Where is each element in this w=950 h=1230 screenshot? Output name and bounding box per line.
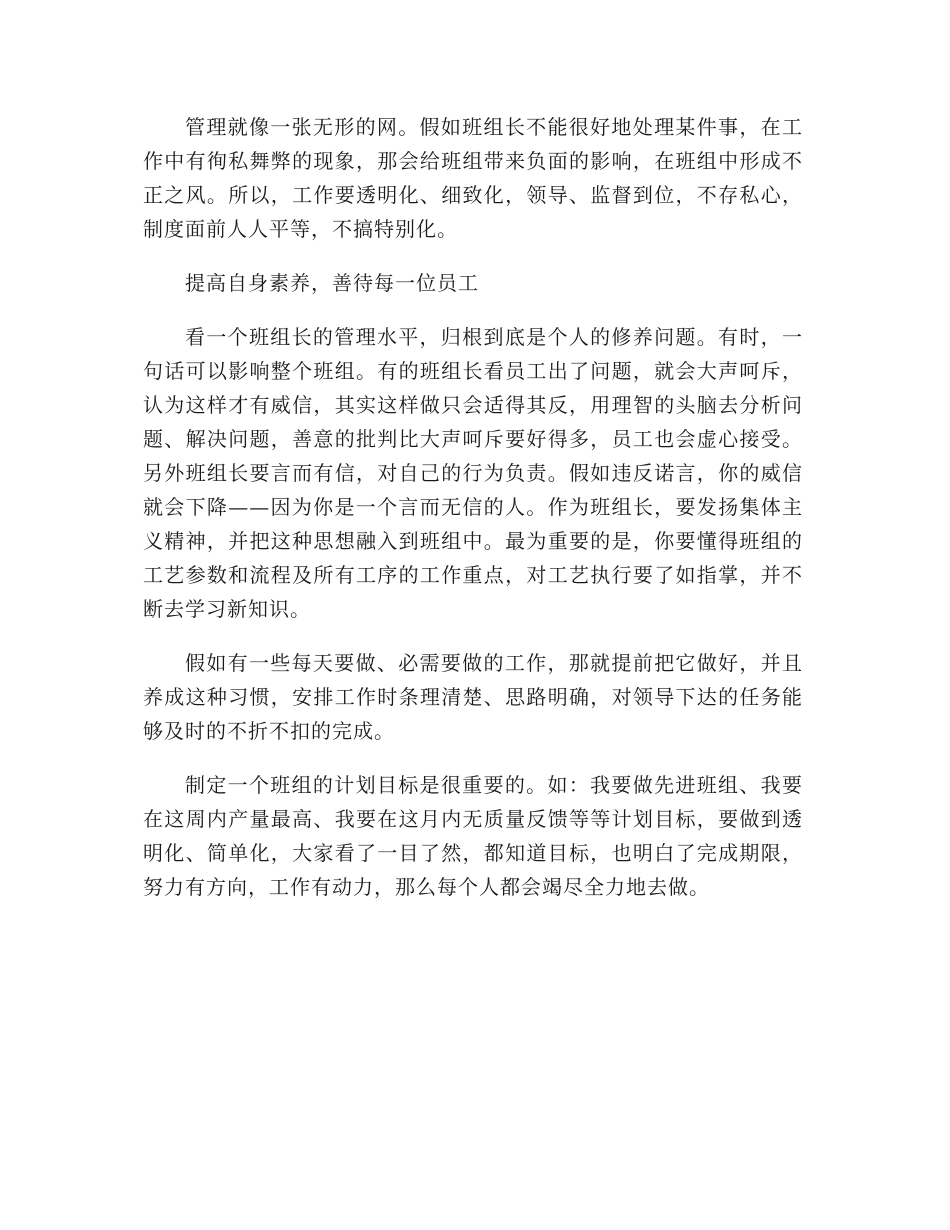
paragraph-plan-goals: 制定一个班组的计划目标是很重要的。如：我要做先进班组、我要在这周内产量最高、我要在这月内无质量反馈等等计划目标，要做到透明化、简单化，大家看了一目了然，都知道目标，也明白了完成期限，努力有方向，工作有动力，那么每个人都会竭尽全力地去做。 [143,773,803,899]
paragraph-daily-work: 假如有一些每天要做、必需要做的工作，那就提前把它做好，并且养成这种习惯，安排工作时条理清楚、思路明确，对领导下达的任务能够及时的不折不扣的完成。 [143,651,803,743]
document-body [143,110,803,924]
paragraph-management-net: 管理就像一张无形的网。假如班组长不能很好地处理某件事，在工作中有徇私舞弊的现象，那会给班组带来负面的影响，在班组中形成不正之风。所以，工作要透明化、细致化，领导、监督到位，不存私心，制度面前人人平等，不搞特别化。 [143,115,803,241]
section-heading: 提高自身素养，善待每一位员工 [185,271,479,295]
paragraph-self-cultivation: 看一个班组长的管理水平，归根到底是个人的修养问题。有时，一句话可以影响整个班组。有的班组长看员工出了问题，就会大声呵斥，认为这样才有威信，其实这样做只会适得其反，用理智的头脑去分析问题、解决问题，善意的批判比大声呵斥要好得多，员工也会虚心接受。另外班组长要言而有信，对自己的行为负责。假如违反诺言，你的威信就会下降——因为你是一个言而无信的人。作为班组长，要发扬集体主义精神，并把这种思想融入到班组中。最为重要的是，你要懂得班组的工艺参数和流程及所有工序的工作重点，对工艺执行要了如指掌，并不断去学习新知识。 [143,325,803,621]
